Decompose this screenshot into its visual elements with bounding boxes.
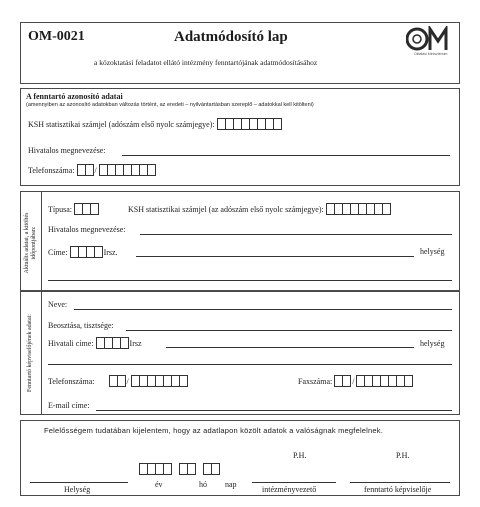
ph-stamp-1: P.H. [293,451,307,460]
s2-name-label: Hivatalos megnevezése: [48,225,126,234]
s1-ksh-label: KSH statisztikai számjel (adószám első nyolc számjegye): [28,119,215,129]
s2-city-line[interactable] [136,256,414,257]
representative-signature-line[interactable] [350,482,450,483]
page-title: Adatmódosító lap [174,29,288,45]
s2-zip-label: Irsz. [103,247,118,257]
s3-city-line[interactable] [166,347,414,348]
representative-label: fenntartó képviselője [364,485,432,494]
s3-fax-sep: / [352,376,355,386]
om-logo [406,26,454,64]
s3-position-line[interactable] [126,330,452,331]
s2-zip-cells[interactable] [70,246,102,258]
page-subtitle: a közoktatási feladatot ellátó intézmény fenntartójának adatmódosításához [94,58,318,67]
year-label: év [155,480,163,489]
s2-name-line[interactable] [140,234,452,235]
s3-email-label: E-mail címe: [48,401,90,410]
s3-position-label: Beosztása, tisztsége: [48,321,114,330]
declaration-text: Felelősségem tudatában kijelentem, hogy az adatlapon közölt adatok a valóságnak megfelelnek. [44,426,384,435]
s2-type-cells[interactable] [74,203,98,215]
s3-address-field[interactable] [48,337,142,349]
s3-email-line[interactable] [96,410,452,411]
s2-address-field[interactable] [48,246,118,258]
s2-city-label: helység [420,247,445,256]
s3-zip-cells[interactable] [96,337,128,349]
s3-phone-sep: / [126,376,129,386]
s3-fax-label: Faxszáma: [298,376,333,386]
s2-type-label: Típusa: [48,204,72,214]
s1-phone-number-cells[interactable] [99,164,155,176]
place-label: Helység [64,485,91,494]
s1-name-label: Hivatalos megnevezése: [28,146,106,155]
ph-stamp-2: P.H. [396,451,410,460]
section-current-side-label: Aktuális adatai, a kitöltés időpontjában: [24,212,37,274]
date-field[interactable] [139,463,219,475]
s1-ksh-field[interactable] [28,118,281,130]
place-line[interactable] [30,482,128,483]
s3-zip-label: Irsz [129,338,142,348]
day-cells[interactable] [203,463,219,475]
s3-phone-label: Telefonszáma: [48,376,95,386]
s3-phone-field[interactable] [48,375,187,387]
s1-phone-label: Telefonszáma: [28,165,75,175]
om-logo-icon [406,26,454,52]
s2-address-label: Címe: [48,247,68,257]
s1-phone-area-cells[interactable] [77,164,93,176]
s3-name-label: Neve: [48,300,68,309]
month-label: hó [199,480,207,489]
s2-ksh-cells[interactable] [326,203,390,215]
s1-ksh-cells[interactable] [217,118,281,130]
day-label: nap [225,480,237,489]
s1-name-line[interactable] [122,155,450,156]
section-identity-note: (amennyiben az azonosító adatokban változás történt, az eredeti – nyilvántartásban szereplő – adatokkal kell kitölteni) [26,102,314,108]
s3-fax-area-cells[interactable] [334,375,350,387]
institution-head-signature-line[interactable] [252,482,336,483]
s2-ksh-label: KSH statisztikai számjel (az adószám első nyolc számjegye): [128,204,324,214]
s2-type-field[interactable] [48,203,98,215]
s3-fax-number-cells[interactable] [356,375,412,387]
s3-phone-area-cells[interactable] [109,375,125,387]
institution-head-label: intézményvezető [262,485,317,494]
s3-name-line[interactable] [74,309,452,310]
s3-fax-field[interactable] [298,375,412,387]
s1-phone-field[interactable] [28,164,155,176]
s2-street-line[interactable] [48,280,452,281]
s3-street-line[interactable] [48,364,452,365]
om-logo-caption: Oktatási Minisztérium [414,52,448,56]
form-code: OM-0021 [28,29,85,44]
s3-phone-number-cells[interactable] [131,375,187,387]
s2-ksh-field[interactable] [128,203,390,215]
year-cells[interactable] [139,463,171,475]
section-representative-side-label: Fenntartó képviselőjének adatai: [27,314,33,392]
section-identity-heading: A fenntartó azonosító adatai [26,92,123,101]
s3-address-label: Hivatali címe: [48,338,94,348]
month-cells[interactable] [179,463,195,475]
s3-city-label: helység [420,339,445,348]
s1-phone-sep: / [94,165,97,175]
